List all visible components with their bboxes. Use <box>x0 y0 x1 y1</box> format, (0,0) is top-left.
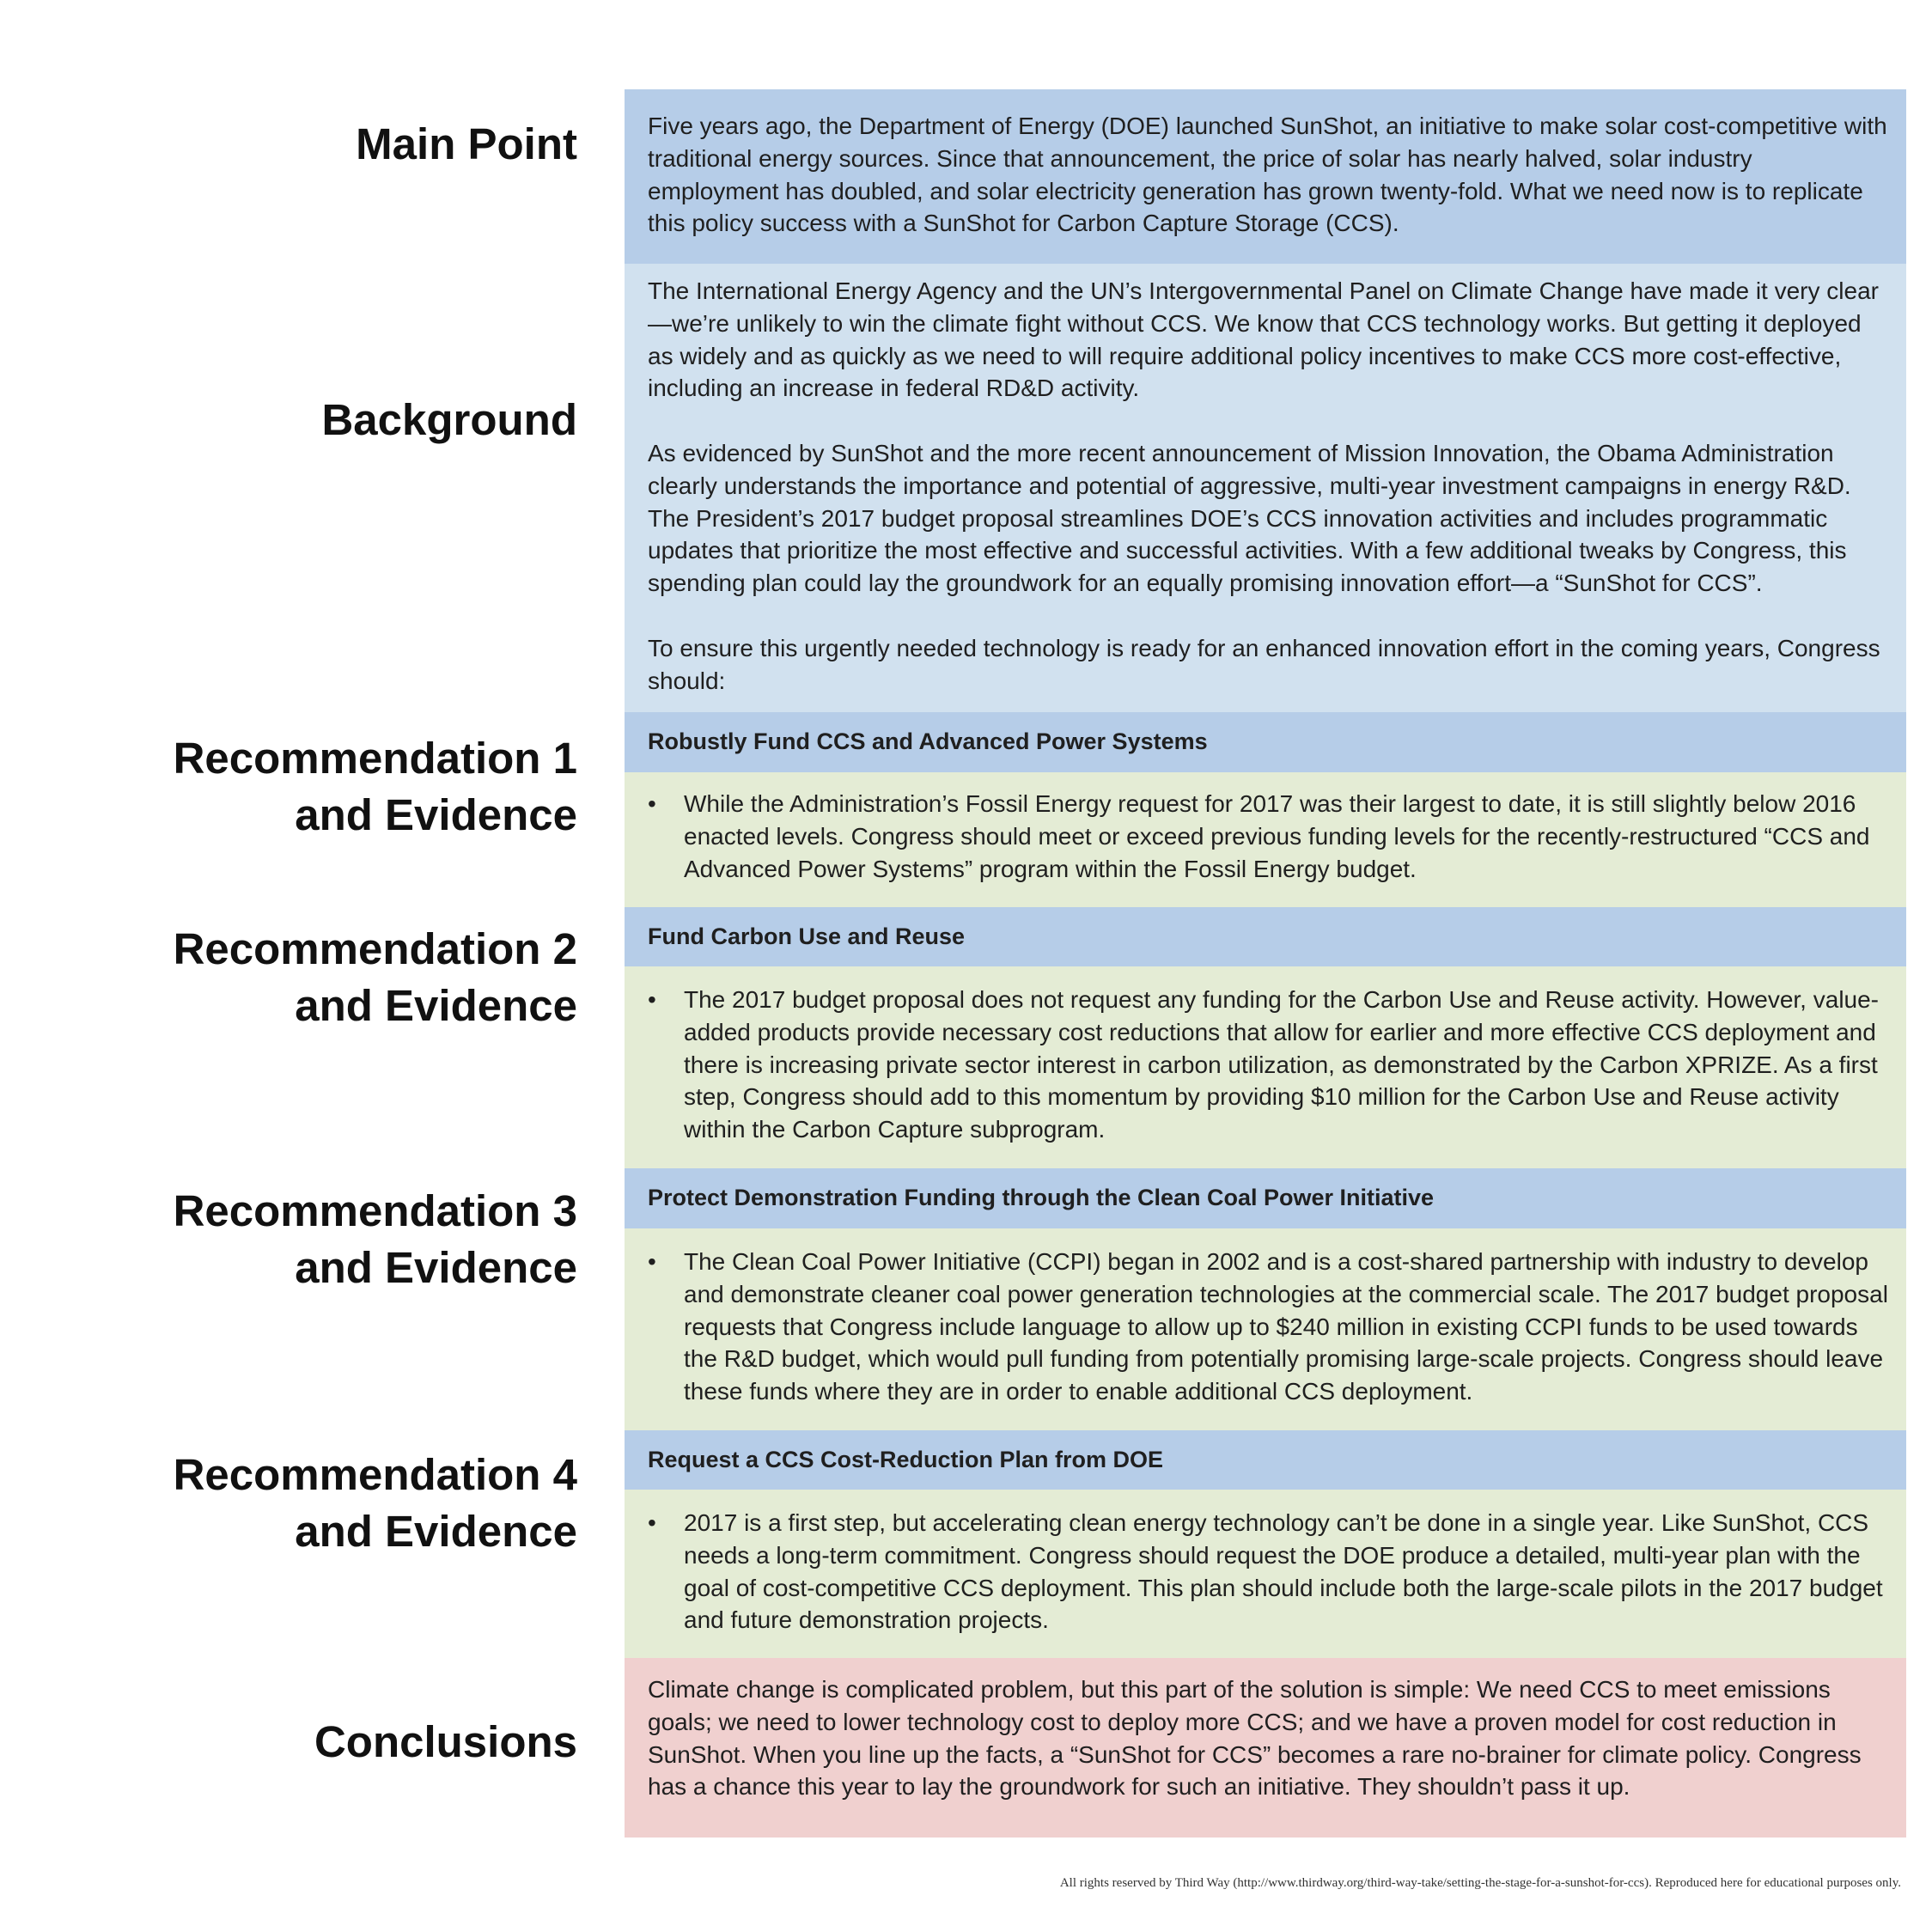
bullet-icon: • <box>648 1248 656 1275</box>
recommendation-4-heading <box>625 1430 1906 1490</box>
background-label: Background <box>321 395 577 444</box>
recommendation-3-evidence-text: The Clean Coal Power Initiative (CCPI) began in 2002 and is a cost-shared partnership with industry to develop and demonstrate cleaner coal power generation technologies at the commercial scale. The 2017 budget proposal requests that Congress include language to allow up to $240 million in existing CCPI funds to be used towards the R&D budget, which would pull funding from potentially promising large-scale projects. Congress should leave these funds where they are in order to enable additional CCS deployment. <box>684 1248 1888 1405</box>
recommendation-3-heading <box>625 1168 1906 1228</box>
recommendation-3-label-line2: and Evidence <box>295 1243 577 1292</box>
recommendation-2-label-line1: Recommendation 2 <box>173 924 577 973</box>
conclusions-label: Conclusions <box>314 1717 577 1766</box>
recommendation-2-evidence-text: The 2017 budget proposal does not request any funding for the Carbon Use and Reuse activity. However, value-added products provide necessary cost reductions that allow for earlier and more effective CCS deployment and there is increasing private sector interest in carbon utilization, as demonstrated by the Carbon XPRIZE. As a first step, Congress should add to this momentum by providing $10 million for the Carbon Use and Reuse activity within the Carbon Capture subprogram. <box>684 986 1880 1143</box>
recommendation-4-label-line1: Recommendation 4 <box>173 1450 577 1499</box>
recommendation-1-label-line2: and Evidence <box>295 790 577 839</box>
background-paragraph-2: As evidenced by SunShot and the more recent announcement of Mission Innovation, the Obama Administration clearly understands the importance and potential of aggressive, multi-year investment campaigns in energy R&D. The President’s 2017 budget proposal streamlines DOE’s CCS innovation activities and includes programmatic updates that prioritize the most effective and successful activities. With a few additional tweaks by Congress, this spending plan could lay the groundwork for an equally promising innovation effort—a “SunShot for CCS”. <box>648 439 1851 597</box>
bullet-icon: • <box>648 790 656 817</box>
bullet-icon: • <box>648 986 656 1013</box>
recommendation-3-label <box>86 1183 577 1296</box>
recommendation-3-evidence <box>625 1228 1906 1430</box>
recommendation-1-evidence <box>625 772 1906 907</box>
recommendation-2-heading <box>625 907 1906 966</box>
recommendation-1-evidence-text: While the Administration’s Fossil Energy request for 2017 was their largest to date, it is still slightly below 2016 enacted levels. Congress should meet or exceed previous funding levels for the recently-restructured “CCS and Advanced Power Systems” program within the Fossil Energy budget. <box>684 790 1870 882</box>
bullet-icon: • <box>648 1509 656 1536</box>
conclusions-text: Climate change is complicated problem, but this part of the solution is simple: We need CCS to meet emissions goals; we need to lower technology cost to deploy more CCS; and we have a proven model for cost reduction in SunShot. When you line up the facts, a “SunShot for CCS” becomes a rare no-brainer for climate policy. Congress has a chance this year to lay the groundwork for such an initiative. They shouldn’t pass it up. <box>648 1676 1862 1801</box>
recommendation-2-heading-text: Fund Carbon Use and Reuse <box>648 923 966 949</box>
recommendation-1-bullet-item <box>648 788 1889 885</box>
recommendation-1-heading-text: Robustly Fund CCS and Advanced Power Systems <box>648 728 1208 755</box>
recommendation-3-heading-text: Protect Demonstration Funding through the Clean Coal Power Initiative <box>648 1185 1435 1211</box>
recommendation-1-label-line1: Recommendation 1 <box>173 734 577 783</box>
main-point-text: Five years ago, the Department of Energy (DOE) launched SunShot, an initiative to make solar cost-competitive with traditional energy sources. Since that announcement, the price of solar has nearly halved, solar industry employment has doubled, and solar electricity generation has grown twenty-fold. What we need now is to replicate this policy success with a SunShot for Carbon Capture Storage (CCS). <box>648 113 1887 237</box>
background-box <box>625 264 1906 712</box>
recommendation-4-label-line2: and Evidence <box>295 1507 577 1556</box>
recommendation-3-label-line1: Recommendation 3 <box>173 1186 577 1235</box>
conclusions-box <box>625 1658 1906 1838</box>
recommendation-2-label-line2: and Evidence <box>295 981 577 1030</box>
copyright-footer: All rights reserved by Third Way (http://www.thirdway.org/third-way-take/setting-the-stage-for-a-sunshot-for-ccs). Reproduced here for educational purposes only. <box>1059 1876 1901 1890</box>
main-point-label: Main Point <box>356 119 577 168</box>
recommendation-4-evidence-text: 2017 is a first step, but accelerating clean energy technology can’t be done in a single year. Like SunShot, CCS needs a long-term commitment. Congress should request the DOE produce a detailed, multi-year plan with the goal of cost-competitive CCS deployment. This plan should include both the large-scale pilots in the 2017 budget and future demonstration projects. <box>684 1509 1883 1634</box>
recommendation-4-bullet-item <box>648 1507 1889 1636</box>
main-point-box <box>625 89 1906 264</box>
recommendation-4-evidence <box>625 1490 1906 1658</box>
recommendation-4-label <box>86 1447 577 1560</box>
recommendation-2-bullet-item <box>648 984 1889 1146</box>
recommendation-2-evidence <box>625 966 1906 1168</box>
recommendation-3-bullet-item <box>648 1246 1889 1408</box>
background-paragraph-1: The International Energy Agency and the UN’s Intergovernmental Panel on Climate Change have made it very clear—we’re unlikely to win the climate fight without CCS. We know that CCS technology works. But getting it deployed as widely and as quickly as we need to will require additional policy incentives to make CCS more cost-effective, including an increase in federal RD&D activity. <box>648 277 1879 402</box>
background-paragraph-3: To ensure this urgently needed technology is ready for an enhanced innovation effort in the coming years, Congress should: <box>648 634 1880 694</box>
recommendation-2-label <box>86 921 577 1034</box>
recommendation-4-heading-text: Request a CCS Cost-Reduction Plan from DOE <box>648 1446 1164 1472</box>
recommendation-1-label <box>86 730 577 844</box>
recommendation-1-heading <box>625 712 1906 772</box>
